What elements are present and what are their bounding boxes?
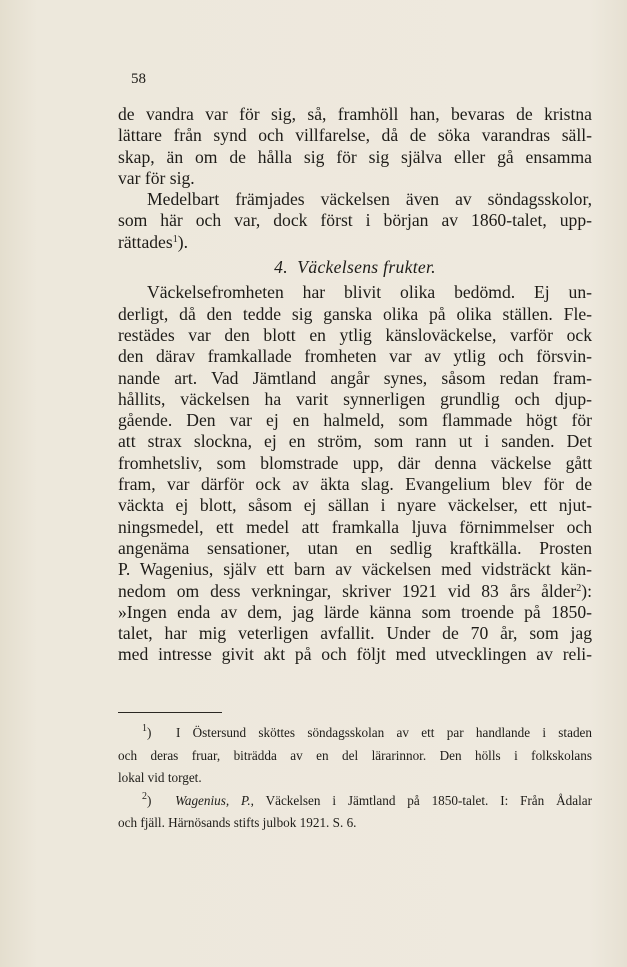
text-line: den därav framkallade fromheten var av ytlig och försvin- <box>118 346 592 367</box>
footnote-line: och fjäll. Härnösands stifts julbok 1921. S. 6. <box>118 815 357 830</box>
footnotes <box>118 722 592 835</box>
text-line: ningsmedel, ett medel att framkalla ljuva förnimmelser och <box>118 516 592 537</box>
text-line: skap, än om de hålla sig för sig själva eller gå ensamma <box>118 146 592 167</box>
text-line: nande art. Vad Jämtland angår synes, såsom redan fram- <box>118 367 592 388</box>
text-line <box>118 581 592 602</box>
footnote-divider <box>118 712 222 713</box>
text-line: var för sig. <box>118 167 195 188</box>
body-text <box>118 104 592 666</box>
section-title: Väckelsens frukter. <box>297 257 436 278</box>
footnote-marker: 1 <box>142 723 147 734</box>
paragraph-1 <box>118 104 592 189</box>
footnote-2 <box>118 790 592 835</box>
page-number: 58 <box>131 71 146 87</box>
text-line: talet, har mig veterligen avfallit. Under de 70 år, som jag <box>118 623 592 644</box>
text-fragment: ): <box>581 580 592 601</box>
footnote-line: $^1$) I Östersund sköttes söndagsskolan av ett par handlande i staden <box>142 723 592 740</box>
text-line: lättare från synd och villfarelse, då de söka varandras säll- <box>118 125 592 146</box>
text-line: derligt, då den tedde sig ganska olika på olika ställen. Fle- <box>118 303 592 324</box>
text-line: P. Wagenius, själv ett barn av väckelsen med vidsträckt kän- <box>118 559 592 580</box>
footnote-line: och deras fruar, biträdda av en del lärarinnor. Den hölls i folkskolans <box>118 747 592 763</box>
section-number: 4. <box>274 257 288 278</box>
footnote-line: lokal vid torget. <box>118 770 202 785</box>
text-line: fram, var därför ock av äkta slag. Evangelium blev för de <box>118 474 592 495</box>
section-heading <box>118 253 592 282</box>
footnote-reference-2: 2 <box>576 582 582 594</box>
text-line: med intresse givit akt på och följt med utvecklingen av reli- <box>118 644 592 665</box>
text-line <box>118 232 592 253</box>
text-line: att strax slockna, ej en ström, som rann ut i sanden. Det <box>118 431 592 452</box>
text-fragment: nedom om dess verkningar, skriver 1921 vid 83 års ålder <box>118 580 577 601</box>
text-line: Väckelsefromheten har blivit olika bedömd. Ej un- <box>147 282 592 303</box>
text-fragment: rättades <box>118 231 173 252</box>
footnote-author: Wagenius, P. <box>175 792 251 808</box>
paragraph-3 <box>118 282 592 665</box>
text-line: fromhetsliv, som blomstrade upp, där denna väckelse gått <box>118 452 592 473</box>
footnote-line: $^2$) Wagenius, P., Väckelsen i Jämtland på 1850-talet. I: Från Ådalar <box>142 790 592 808</box>
text-line: hållits, väckelsen ha varit synnerligen grundlig och djup- <box>118 388 592 409</box>
text-line: väckta ej blott, såsom ej sällan i nyare väckelser, ett njut- <box>118 495 592 516</box>
text-fragment: ). <box>177 231 188 252</box>
footnote-marker: 2 <box>142 790 147 802</box>
text-fragment: I Östersund sköttes söndagsskolan av ett par handlande i staden <box>175 725 592 740</box>
footnote-1 <box>118 722 592 790</box>
text-line: som här och var, dock först i början av 1860-talet, upp- <box>118 210 592 231</box>
text-line: gående. Den var ej en halmeld, som flammade högt för <box>118 410 592 431</box>
text-fragment: , Väckelsen i Jämtland på 1850-talet. I: Från Ådalar <box>250 792 592 808</box>
text-line: Medelbart främjades väckelsen även av söndagsskolor, <box>147 189 592 210</box>
text-line: »Ingen enda av dem, jag lärde känna som troende på 1850- <box>118 601 592 622</box>
footnote-reference-1: 1 <box>172 233 178 245</box>
text-line: angenäma sensationer, utan en sedlig kraftkälla. Prosten <box>118 537 592 558</box>
text-line: de vandra var för sig, så, framhöll han, bevaras de kristna <box>118 104 592 124</box>
paragraph-2 <box>118 189 592 253</box>
text-line: restädes var den blott en ytlig känsloväckelse, varför ock <box>118 324 592 345</box>
